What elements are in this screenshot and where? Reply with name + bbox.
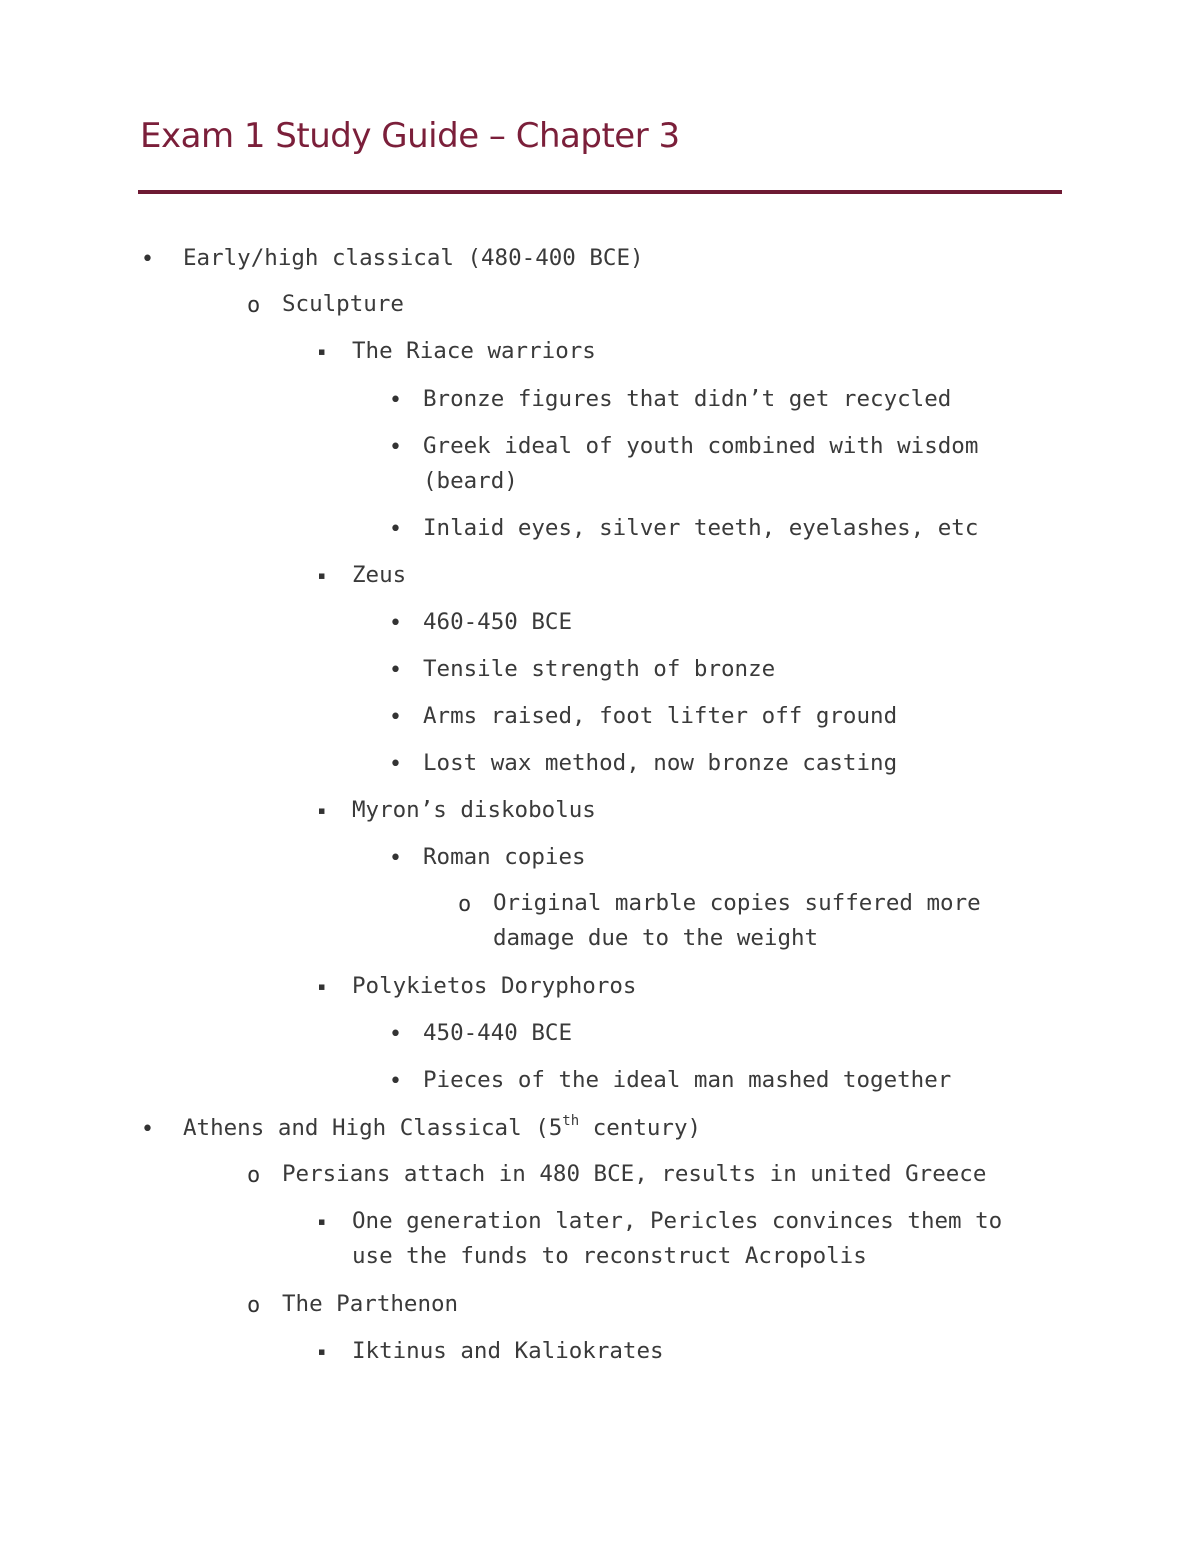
list-item	[352, 334, 596, 369]
list-item-text: Zeus	[352, 562, 407, 588]
bullet-marker: •	[389, 658, 402, 683]
list-item-text: Polykietos Doryphoros	[352, 973, 637, 999]
list-item	[282, 287, 404, 322]
square-marker: ▪	[318, 1215, 326, 1228]
list-item-text: (beard)	[423, 468, 518, 494]
list-item	[423, 382, 951, 417]
list-item	[423, 1063, 951, 1098]
list-item-text: century)	[579, 1115, 702, 1141]
bullet-marker: •	[389, 752, 402, 777]
list-item-text: Bronze figures that didn’t get recycled	[423, 386, 952, 412]
list-item-text: Lost wax method, now bronze casting	[423, 750, 898, 776]
bullet-marker: •	[389, 846, 402, 871]
bullet-marker: •	[389, 435, 402, 460]
list-item-continuation	[352, 1239, 867, 1274]
bullet-marker: •	[389, 611, 402, 636]
list-item	[423, 429, 978, 464]
list-item-text: Iktinus and Kaliokrates	[352, 1338, 664, 1364]
list-item	[352, 1204, 1002, 1239]
list-item-text: Early/high classical (480-400 BCE)	[183, 245, 644, 271]
square-marker: ▪	[318, 1345, 326, 1358]
superscript-ordinal: th	[562, 1112, 580, 1129]
list-item-text: Pieces of the ideal man mashed together	[423, 1067, 952, 1093]
page-title: Exam 1 Study Guide – Chapter 3	[140, 116, 680, 156]
list-item-text: Greek ideal of youth combined with wisdom	[423, 433, 979, 459]
list-item-text: Original marble copies suffered more	[493, 890, 981, 916]
list-item-text: 450-440 BCE	[423, 1020, 573, 1046]
list-item-text: Roman copies	[423, 844, 586, 870]
bullet-marker: •	[389, 705, 402, 730]
circle-marker: o	[247, 1163, 261, 1188]
list-item-text: Arms raised, foot lifter off ground	[423, 703, 898, 729]
list-item	[352, 793, 596, 828]
square-marker: ▪	[318, 569, 326, 582]
list-item	[423, 699, 897, 734]
list-item-text: Athens and High Classical (5	[183, 1115, 563, 1141]
list-item-continuation	[493, 921, 818, 956]
list-item-text: The Riace warriors	[352, 338, 596, 364]
bullet-marker: •	[389, 517, 402, 542]
list-item-text: Tensile strength of bronze	[423, 656, 776, 682]
list-item	[423, 746, 897, 781]
bullet-marker: •	[389, 1022, 402, 1047]
list-item-text: One generation later, Pericles convinces them to	[352, 1208, 1003, 1234]
bullet-marker: •	[389, 388, 402, 413]
list-item	[423, 605, 572, 640]
bullet-marker: •	[141, 1117, 154, 1142]
list-item-text: 460-450 BCE	[423, 609, 573, 635]
circle-marker: o	[458, 892, 472, 917]
list-item	[282, 1287, 458, 1322]
bullet-marker: •	[389, 1069, 402, 1094]
list-item	[183, 1111, 701, 1146]
list-item	[423, 840, 586, 875]
list-item	[352, 969, 636, 1004]
list-item-text: Sculpture	[282, 291, 404, 317]
list-item	[282, 1157, 986, 1192]
list-item	[493, 886, 981, 921]
list-item-text: use the funds to reconstruct Acropolis	[352, 1243, 867, 1269]
circle-marker: o	[247, 293, 261, 318]
list-item	[423, 652, 775, 687]
list-item	[423, 511, 978, 546]
list-item-text: damage due to the weight	[493, 925, 819, 951]
list-item	[352, 1334, 664, 1369]
list-item	[423, 1016, 572, 1051]
list-item	[352, 558, 406, 593]
square-marker: ▪	[318, 804, 326, 817]
square-marker: ▪	[318, 980, 326, 993]
list-item-continuation	[423, 464, 518, 499]
bullet-marker: •	[141, 247, 154, 272]
list-item-text: Inlaid eyes, silver teeth, eyelashes, etc	[423, 515, 979, 541]
list-item	[183, 241, 644, 276]
square-marker: ▪	[318, 345, 326, 358]
list-item-text: The Parthenon	[282, 1291, 459, 1317]
circle-marker: o	[247, 1293, 261, 1318]
list-item-text: Myron’s diskobolus	[352, 797, 596, 823]
list-item-text: Persians attach in 480 BCE, results in united Greece	[282, 1161, 987, 1187]
